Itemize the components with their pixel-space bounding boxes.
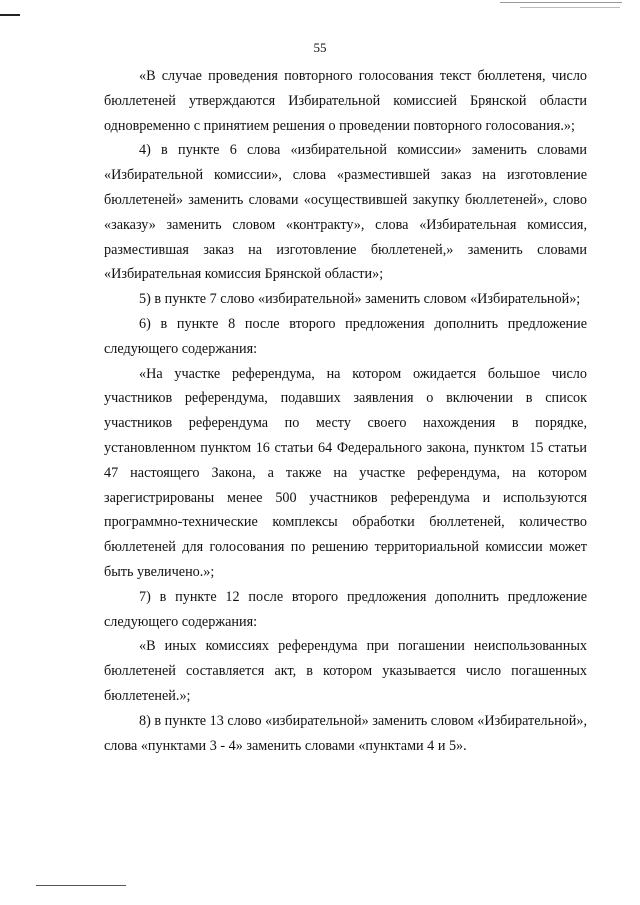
- paragraph-item-8: 8) в пункте 13 слово «избирательной» заменить словом «Избирательной», слова «пунктами 3 - 4» заменить словами «пунктами 4 и 5».: [104, 712, 587, 754]
- paragraph-repeat-vote: «В случае проведения повторного голосования текст бюллетеня, число бюллетеней утверждаются Избирательной комиссией Брянской области одновременно с принятием решения о проведении повторного голосования.»;: [104, 68, 587, 134]
- paragraph-quote-referendum-site: «На участке референдума, на котором ожидается большое число участников референдума, подавших заявления о включении в список участников референдума по месту своего нахождения в порядке, установленном пунктом 16 статьи 64 Федерального закона, пунктом 15 статьи 47 настоящего Закона, а также на участке референдума, на котором зарегистрированы менее 500 участников референдума и используются программно-технические комплексы обработки бюллетеней, количество бюллетеней для голосования по решению территориальной комиссии может быть увеличено.»;: [104, 365, 587, 580]
- paragraph-item-5: 5) в пункте 7 слово «избирательной» заменить словом «Избирательной»;: [139, 291, 581, 308]
- scan-top-lines: [500, 2, 622, 3]
- footer-rule: [36, 885, 126, 886]
- paragraph-item-6: 6) в пункте 8 после второго предложения дополнить предложение следующего содержания:: [104, 315, 587, 357]
- paragraph-item-7: 7) в пункте 12 после второго предложения дополнить предложение следующего содержания:: [104, 588, 587, 630]
- document-body: [104, 64, 587, 758]
- scan-edge-mark: [0, 14, 20, 16]
- paragraph-quote-other-commissions: «В иных комиссиях референдума при погашении неиспользованных бюллетеней составляется акт, в котором указывается число погашенных бюллетеней.»;: [104, 638, 587, 704]
- paragraph-item-4: 4) в пункте 6 слова «избирательной комиссии» заменить словами «Избирательной комиссии», слова «разместившей заказ на изготовление бюллетеней» заменить словами «осуществившей закупку бюллетеней», слово «заказу» заменить словом «контракту», слова «Избирательная комиссия, разместившая заказ на изготовление бюллетеней,» заменить словами «Избирательная комиссия Брянской области»;: [104, 142, 587, 283]
- page-number: 55: [313, 40, 327, 55]
